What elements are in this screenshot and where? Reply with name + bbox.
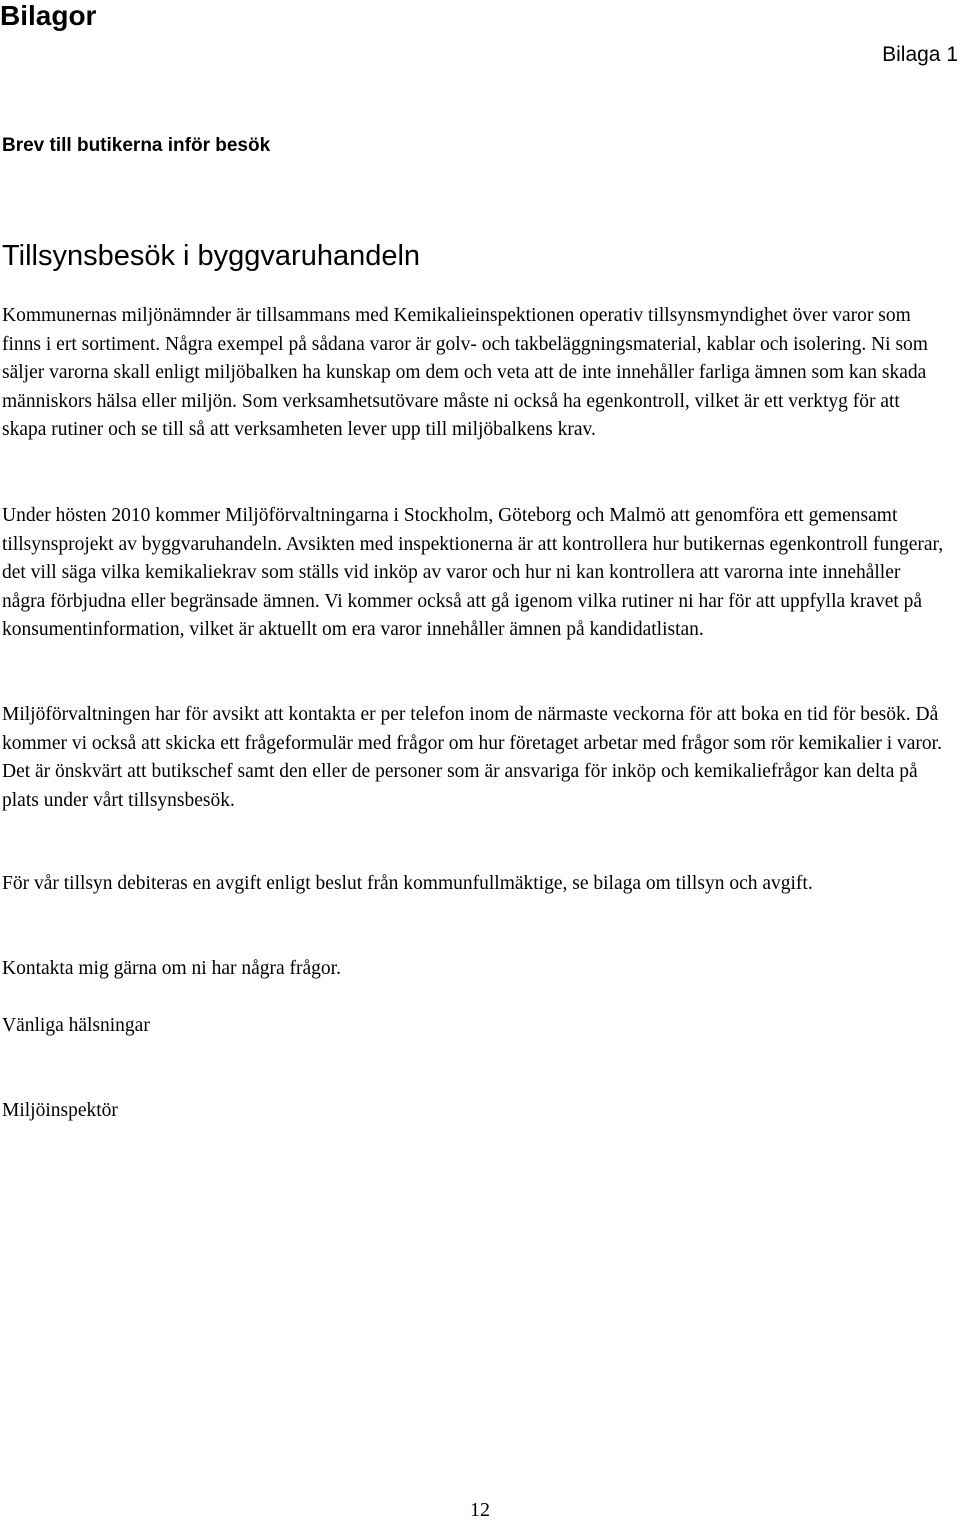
paragraph-fee: För vår tillsyn debiteras en avgift enligt beslut från kommunfullmäktige, se bilaga om tillsyn och avgift.: [2, 873, 813, 894]
paragraph-intro: Kommunernas miljönämnder är tillsammans med Kemikalieinspektionen operativ tillsynsmyndighet över varor som finns i ert sortiment. Några exempel på sådana varor är golv- och takbeläggningsmaterial, kablar och isolering. Ni som säljer varorna skall enligt miljöbalken ha kunskap om dem och veta att de inte innehåller farliga ämnen som kan skada människors hälsa eller miljön. Som verksamhetsutövare måste ni också ha egenkontroll, vilket är ett verktyg för att skapa rutiner och se till så att verksamheten lever upp till miljöbalkens krav.: [2, 305, 928, 440]
closing-greeting: Vänliga hälsningar: [2, 1015, 150, 1036]
paragraph-questions: Kontakta mig gärna om ni har några frågor.: [2, 958, 341, 979]
page-number: 12: [470, 1499, 490, 1521]
appendix-label: Bilaga 1: [882, 43, 958, 66]
document-title: Tillsynsbesök i byggvaruhandeln: [2, 240, 421, 272]
letter-heading: Brev till butikerna inför besök: [2, 135, 271, 156]
paragraph-project: Under hösten 2010 kommer Miljöförvaltningarna i Stockholm, Göteborg och Malmö att genomföra ett gemensamt tillsynsprojekt av byggvaruhandeln. Avsikten med inspektionerna är att kontrollera hur butikernas egenkontroll fungerar, det vill säga vilka kemikaliekrav som ställs vid inköp av varor och hur ni kan kontrollera att varorna inte innehåller några förbjudna eller begränsade ämnen. Vi kommer också att gå igenom vilka rutiner ni har för att uppfylla kravet på konsumentinformation, vilket är aktuellt om era varor innehåller ämnen på kandidatlistan.: [2, 505, 944, 640]
section-title: Bilagor: [0, 0, 97, 31]
signature-title: Miljöinspektör: [2, 1100, 118, 1121]
paragraph-contact: Miljöförvaltningen har för avsikt att kontakta er per telefon inom de närmaste veckorna för att boka en tid för besök. Då kommer vi också att skicka ett frågeformulär med frågor om hur företaget arbetar med frågor som rör kemikalier i varor. Det är önskvärt att butikschef samt den eller de personer som är ansvariga för inköp och kemikaliefrågor kan delta på plats under vårt tillsynsbesök.: [2, 704, 942, 811]
